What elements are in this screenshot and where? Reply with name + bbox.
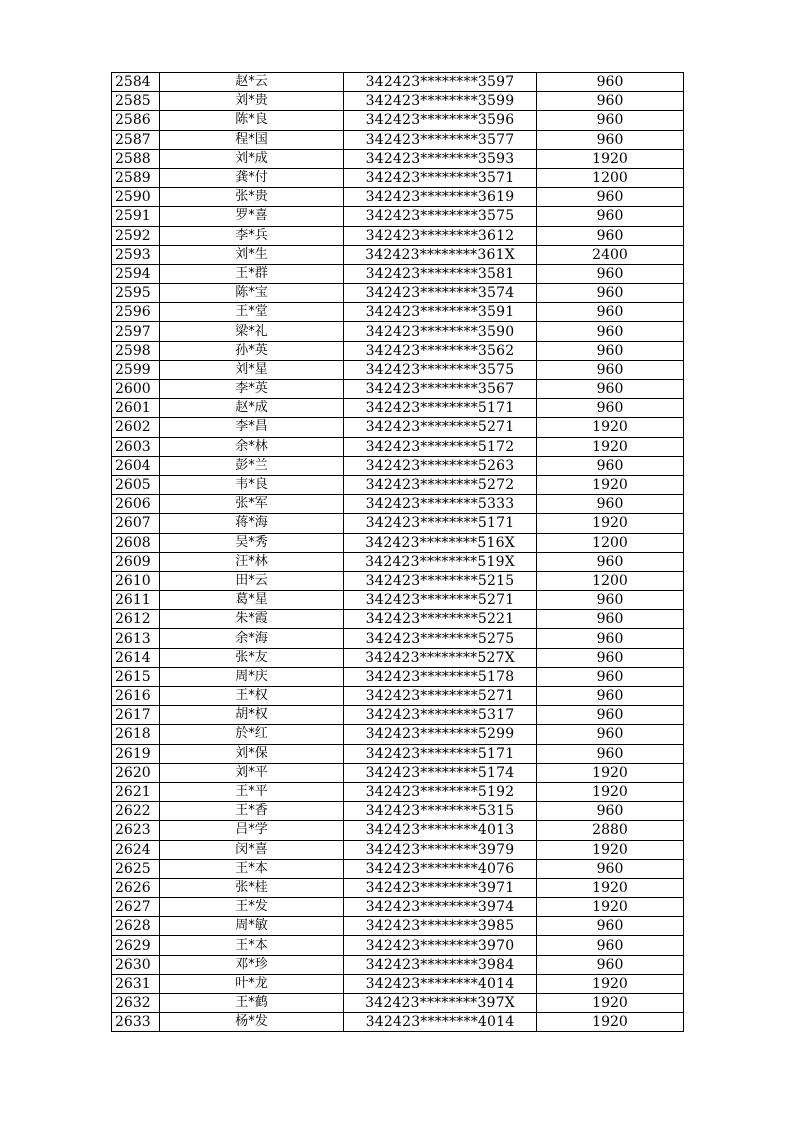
- roster-table: [111, 72, 684, 1032]
- row-number-cell: 2633: [112, 1013, 160, 1032]
- amount-cell: 1920: [537, 437, 684, 456]
- row-number-cell: 2631: [112, 974, 160, 993]
- amount-cell: 960: [537, 264, 684, 283]
- name-cell: 余*海: [160, 629, 344, 648]
- table-row: [112, 821, 684, 840]
- name-cell: 陈*良: [160, 111, 344, 130]
- id-number-cell: 342423********3567: [344, 380, 537, 399]
- amount-cell: 1920: [537, 994, 684, 1013]
- amount-cell: 1920: [537, 1013, 684, 1032]
- table-row: [112, 360, 684, 379]
- amount-cell: 960: [537, 130, 684, 149]
- row-number-cell: 2605: [112, 475, 160, 494]
- row-number-cell: 2615: [112, 667, 160, 686]
- row-number-cell: 2595: [112, 284, 160, 303]
- name-cell: 刘*生: [160, 245, 344, 264]
- table-row: [112, 322, 684, 341]
- name-cell: 吕*学: [160, 821, 344, 840]
- id-number-cell: 342423********516X: [344, 533, 537, 552]
- amount-cell: 960: [537, 303, 684, 322]
- name-cell: 王*本: [160, 859, 344, 878]
- name-cell: 罗*喜: [160, 207, 344, 226]
- name-cell: 杨*发: [160, 1013, 344, 1032]
- name-cell: 王*堂: [160, 303, 344, 322]
- table-body: [112, 73, 684, 1032]
- amount-cell: 960: [537, 111, 684, 130]
- row-number-cell: 2627: [112, 898, 160, 917]
- id-number-cell: 342423********5171: [344, 399, 537, 418]
- id-number-cell: 342423********5333: [344, 495, 537, 514]
- id-number-cell: 342423********3577: [344, 130, 537, 149]
- name-cell: 叶*龙: [160, 974, 344, 993]
- id-number-cell: 342423********4076: [344, 859, 537, 878]
- name-cell: 刘*星: [160, 360, 344, 379]
- id-number-cell: 342423********3979: [344, 840, 537, 859]
- table-row: [112, 974, 684, 993]
- amount-cell: 1920: [537, 782, 684, 801]
- id-number-cell: 342423********5271: [344, 687, 537, 706]
- amount-cell: 960: [537, 744, 684, 763]
- table-row: [112, 571, 684, 590]
- id-number-cell: 342423********5263: [344, 456, 537, 475]
- table-row: [112, 936, 684, 955]
- row-number-cell: 2598: [112, 341, 160, 360]
- row-number-cell: 2620: [112, 763, 160, 782]
- name-cell: 李*英: [160, 380, 344, 399]
- row-number-cell: 2592: [112, 226, 160, 245]
- amount-cell: 960: [537, 341, 684, 360]
- table-row: [112, 802, 684, 821]
- amount-cell: 960: [537, 188, 684, 207]
- table-row: [112, 591, 684, 610]
- table-row: [112, 456, 684, 475]
- table-row: [112, 303, 684, 322]
- row-number-cell: 2591: [112, 207, 160, 226]
- amount-cell: 960: [537, 495, 684, 514]
- id-number-cell: 342423********3581: [344, 264, 537, 283]
- name-cell: 赵*成: [160, 399, 344, 418]
- table-row: [112, 168, 684, 187]
- id-number-cell: 342423********3593: [344, 149, 537, 168]
- id-number-cell: 342423********5317: [344, 706, 537, 725]
- name-cell: 李*兵: [160, 226, 344, 245]
- id-number-cell: 342423********3985: [344, 917, 537, 936]
- amount-cell: 1920: [537, 878, 684, 897]
- name-cell: 蒋*海: [160, 514, 344, 533]
- table-row: [112, 188, 684, 207]
- table-row: [112, 92, 684, 111]
- name-cell: 余*林: [160, 437, 344, 456]
- row-number-cell: 2616: [112, 687, 160, 706]
- table-row: [112, 399, 684, 418]
- row-number-cell: 2623: [112, 821, 160, 840]
- name-cell: 邓*珍: [160, 955, 344, 974]
- id-number-cell: 342423********5275: [344, 629, 537, 648]
- amount-cell: 960: [537, 859, 684, 878]
- amount-cell: 960: [537, 360, 684, 379]
- name-cell: 刘*贵: [160, 92, 344, 111]
- name-cell: 张*军: [160, 495, 344, 514]
- table-row: [112, 533, 684, 552]
- name-cell: 龚*付: [160, 168, 344, 187]
- id-number-cell: 342423********3984: [344, 955, 537, 974]
- amount-cell: 960: [537, 380, 684, 399]
- row-number-cell: 2608: [112, 533, 160, 552]
- id-number-cell: 342423********3970: [344, 936, 537, 955]
- name-cell: 陈*宝: [160, 284, 344, 303]
- table-row: [112, 917, 684, 936]
- row-number-cell: 2628: [112, 917, 160, 936]
- table-row: [112, 898, 684, 917]
- name-cell: 赵*云: [160, 73, 344, 92]
- id-number-cell: 342423********5171: [344, 744, 537, 763]
- id-number-cell: 342423********5178: [344, 667, 537, 686]
- table-row: [112, 284, 684, 303]
- id-number-cell: 342423********397X: [344, 994, 537, 1013]
- id-number-cell: 342423********5171: [344, 514, 537, 533]
- name-cell: 王*权: [160, 687, 344, 706]
- table-row: [112, 495, 684, 514]
- row-number-cell: 2585: [112, 92, 160, 111]
- row-number-cell: 2612: [112, 610, 160, 629]
- amount-cell: 960: [537, 955, 684, 974]
- name-cell: 葛*星: [160, 591, 344, 610]
- row-number-cell: 2611: [112, 591, 160, 610]
- id-number-cell: 342423********5192: [344, 782, 537, 801]
- table-row: [112, 207, 684, 226]
- amount-cell: 1200: [537, 168, 684, 187]
- amount-cell: 960: [537, 456, 684, 475]
- name-cell: 王*香: [160, 802, 344, 821]
- amount-cell: 960: [537, 629, 684, 648]
- id-number-cell: 342423********3591: [344, 303, 537, 322]
- name-cell: 韦*良: [160, 475, 344, 494]
- row-number-cell: 2610: [112, 571, 160, 590]
- row-number-cell: 2590: [112, 188, 160, 207]
- table-row: [112, 475, 684, 494]
- name-cell: 彭*兰: [160, 456, 344, 475]
- id-number-cell: 342423********4014: [344, 974, 537, 993]
- id-number-cell: 342423********5172: [344, 437, 537, 456]
- amount-cell: 1920: [537, 418, 684, 437]
- table-row: [112, 73, 684, 92]
- row-number-cell: 2619: [112, 744, 160, 763]
- amount-cell: 1920: [537, 475, 684, 494]
- table-row: [112, 955, 684, 974]
- row-number-cell: 2603: [112, 437, 160, 456]
- row-number-cell: 2593: [112, 245, 160, 264]
- id-number-cell: 342423********5272: [344, 475, 537, 494]
- name-cell: 王*平: [160, 782, 344, 801]
- id-number-cell: 342423********3575: [344, 360, 537, 379]
- id-number-cell: 342423********361X: [344, 245, 537, 264]
- amount-cell: 2400: [537, 245, 684, 264]
- row-number-cell: 2584: [112, 73, 160, 92]
- row-number-cell: 2618: [112, 725, 160, 744]
- amount-cell: 960: [537, 687, 684, 706]
- name-cell: 王*群: [160, 264, 344, 283]
- row-number-cell: 2626: [112, 878, 160, 897]
- row-number-cell: 2587: [112, 130, 160, 149]
- name-cell: 刘*成: [160, 149, 344, 168]
- table-row: [112, 514, 684, 533]
- row-number-cell: 2617: [112, 706, 160, 725]
- table-row: [112, 782, 684, 801]
- row-number-cell: 2589: [112, 168, 160, 187]
- row-number-cell: 2607: [112, 514, 160, 533]
- table-row: [112, 437, 684, 456]
- row-number-cell: 2594: [112, 264, 160, 283]
- row-number-cell: 2625: [112, 859, 160, 878]
- name-cell: 程*国: [160, 130, 344, 149]
- table-row: [112, 380, 684, 399]
- row-number-cell: 2596: [112, 303, 160, 322]
- id-number-cell: 342423********5215: [344, 571, 537, 590]
- table-row: [112, 629, 684, 648]
- amount-cell: 1920: [537, 840, 684, 859]
- id-number-cell: 342423********3619: [344, 188, 537, 207]
- row-number-cell: 2613: [112, 629, 160, 648]
- row-number-cell: 2599: [112, 360, 160, 379]
- amount-cell: 2880: [537, 821, 684, 840]
- table-row: [112, 111, 684, 130]
- id-number-cell: 342423********3974: [344, 898, 537, 917]
- name-cell: 周*庆: [160, 667, 344, 686]
- amount-cell: 1920: [537, 149, 684, 168]
- table-row: [112, 725, 684, 744]
- name-cell: 王*发: [160, 898, 344, 917]
- row-number-cell: 2621: [112, 782, 160, 801]
- id-number-cell: 342423********3612: [344, 226, 537, 245]
- row-number-cell: 2630: [112, 955, 160, 974]
- amount-cell: 960: [537, 802, 684, 821]
- amount-cell: 1200: [537, 533, 684, 552]
- amount-cell: 960: [537, 706, 684, 725]
- table-row: [112, 706, 684, 725]
- amount-cell: 1200: [537, 571, 684, 590]
- amount-cell: 1920: [537, 898, 684, 917]
- name-cell: 李*昌: [160, 418, 344, 437]
- table-row: [112, 149, 684, 168]
- id-number-cell: 342423********5299: [344, 725, 537, 744]
- row-number-cell: 2602: [112, 418, 160, 437]
- row-number-cell: 2606: [112, 495, 160, 514]
- id-number-cell: 342423********3590: [344, 322, 537, 341]
- name-cell: 田*云: [160, 571, 344, 590]
- table-row: [112, 763, 684, 782]
- amount-cell: 960: [537, 591, 684, 610]
- amount-cell: 960: [537, 284, 684, 303]
- id-number-cell: 342423********5271: [344, 591, 537, 610]
- amount-cell: 1920: [537, 514, 684, 533]
- row-number-cell: 2622: [112, 802, 160, 821]
- table-row: [112, 130, 684, 149]
- amount-cell: 960: [537, 226, 684, 245]
- row-number-cell: 2624: [112, 840, 160, 859]
- name-cell: 梁*礼: [160, 322, 344, 341]
- amount-cell: 960: [537, 322, 684, 341]
- table-row: [112, 226, 684, 245]
- name-cell: 王*本: [160, 936, 344, 955]
- table-row: [112, 878, 684, 897]
- amount-cell: 960: [537, 610, 684, 629]
- id-number-cell: 342423********3971: [344, 878, 537, 897]
- amount-cell: 960: [537, 73, 684, 92]
- amount-cell: 960: [537, 648, 684, 667]
- table-row: [112, 552, 684, 571]
- id-number-cell: 342423********3599: [344, 92, 537, 111]
- id-number-cell: 342423********527X: [344, 648, 537, 667]
- id-number-cell: 342423********3574: [344, 284, 537, 303]
- id-number-cell: 342423********4014: [344, 1013, 537, 1032]
- name-cell: 张*桂: [160, 878, 344, 897]
- id-number-cell: 342423********519X: [344, 552, 537, 571]
- table-row: [112, 667, 684, 686]
- amount-cell: 960: [537, 917, 684, 936]
- row-number-cell: 2614: [112, 648, 160, 667]
- id-number-cell: 342423********5271: [344, 418, 537, 437]
- name-cell: 张*友: [160, 648, 344, 667]
- amount-cell: 1920: [537, 974, 684, 993]
- name-cell: 胡*权: [160, 706, 344, 725]
- name-cell: 孙*英: [160, 341, 344, 360]
- table-row: [112, 648, 684, 667]
- row-number-cell: 2629: [112, 936, 160, 955]
- row-number-cell: 2600: [112, 380, 160, 399]
- amount-cell: 960: [537, 667, 684, 686]
- table-row: [112, 744, 684, 763]
- id-number-cell: 342423********4013: [344, 821, 537, 840]
- id-number-cell: 342423********5315: [344, 802, 537, 821]
- row-number-cell: 2586: [112, 111, 160, 130]
- id-number-cell: 342423********3596: [344, 111, 537, 130]
- amount-cell: 960: [537, 552, 684, 571]
- row-number-cell: 2609: [112, 552, 160, 571]
- name-cell: 刘*平: [160, 763, 344, 782]
- row-number-cell: 2604: [112, 456, 160, 475]
- table-row: [112, 687, 684, 706]
- id-number-cell: 342423********3575: [344, 207, 537, 226]
- row-number-cell: 2601: [112, 399, 160, 418]
- name-cell: 朱*霞: [160, 610, 344, 629]
- name-cell: 刘*保: [160, 744, 344, 763]
- id-number-cell: 342423********5174: [344, 763, 537, 782]
- table-row: [112, 610, 684, 629]
- table-row: [112, 264, 684, 283]
- table-row: [112, 418, 684, 437]
- amount-cell: 960: [537, 399, 684, 418]
- name-cell: 於*红: [160, 725, 344, 744]
- name-cell: 周*敏: [160, 917, 344, 936]
- name-cell: 张*贵: [160, 188, 344, 207]
- name-cell: 吴*秀: [160, 533, 344, 552]
- name-cell: 王*鹤: [160, 994, 344, 1013]
- amount-cell: 960: [537, 936, 684, 955]
- row-number-cell: 2588: [112, 149, 160, 168]
- id-number-cell: 342423********3571: [344, 168, 537, 187]
- table-row: [112, 859, 684, 878]
- table-row: [112, 840, 684, 859]
- table-row: [112, 341, 684, 360]
- row-number-cell: 2597: [112, 322, 160, 341]
- row-number-cell: 2632: [112, 994, 160, 1013]
- amount-cell: 960: [537, 725, 684, 744]
- id-number-cell: 342423********3597: [344, 73, 537, 92]
- name-cell: 闵*喜: [160, 840, 344, 859]
- table-row: [112, 245, 684, 264]
- name-cell: 汪*林: [160, 552, 344, 571]
- amount-cell: 960: [537, 207, 684, 226]
- amount-cell: 1920: [537, 763, 684, 782]
- table-row: [112, 1013, 684, 1032]
- id-number-cell: 342423********3562: [344, 341, 537, 360]
- amount-cell: 960: [537, 92, 684, 111]
- table-row: [112, 994, 684, 1013]
- id-number-cell: 342423********5221: [344, 610, 537, 629]
